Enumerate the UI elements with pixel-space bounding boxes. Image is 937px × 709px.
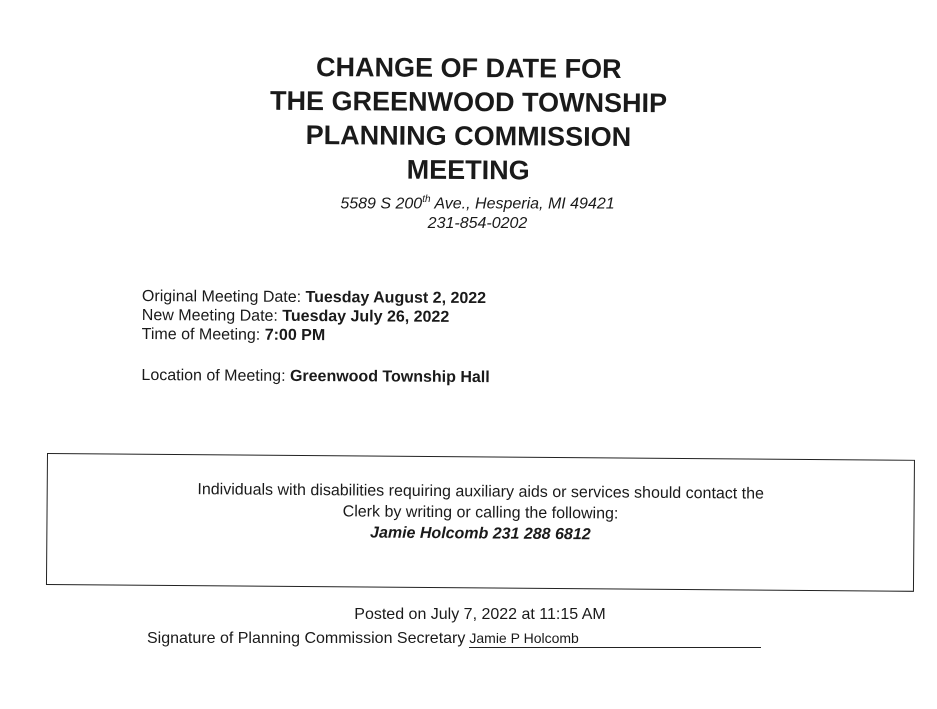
signature-row [147,628,761,650]
new-date-row [142,306,490,327]
street-address [0,190,937,214]
location-row [141,366,489,387]
original-date-value: Tuesday August 2, 2022 [305,288,487,308]
notice-line-2: Clerk by writing or calling the following: [342,503,619,523]
street-rest: Ave., Hesperia, MI 49421 [430,195,615,213]
clerk-contact: Jamie Holcomb 231 288 6812 [370,524,591,544]
document-title [0,48,937,190]
time-value: 7:00 PM [264,326,326,345]
original-date-label: Original Meeting Date: [141,287,306,306]
notice-line-1: Individuals with disabilities requiring auxiliary aids or services should contact the [197,481,765,503]
time-row [142,325,490,346]
new-date-label: New Meeting Date: [141,306,283,325]
accessibility-notice-box [46,453,915,592]
location-label: Location of Meeting: [141,366,291,385]
signature-label: Signature of Planning Commission Secretary [147,630,466,647]
signature-field: Jamie P Holcomb [469,629,761,648]
title-line-1: CHANGE OF DATE FOR [315,52,622,84]
title-line-2: THE GREENWOOD TOWNSHIP [270,85,668,119]
title-line-4: MEETING [406,154,530,186]
time-label: Time of Meeting: [141,325,265,344]
location-value: Greenwood Township Hall [289,367,490,387]
new-date-value: Tuesday July 26, 2022 [282,307,450,326]
posted-statement: Posted on July 7, 2022 at 11:15 AM [354,606,606,623]
street-ordinal: th [422,194,431,205]
street-prefix: 5589 S 200 [340,195,423,213]
phone-number: 231-854-0202 [427,215,528,233]
title-line-3: PLANNING COMMISSION [305,120,632,152]
address-block [0,190,937,234]
original-date-row [142,287,490,308]
accessibility-notice-text [47,478,913,548]
details-spacer [142,344,490,368]
meeting-details [141,287,490,387]
